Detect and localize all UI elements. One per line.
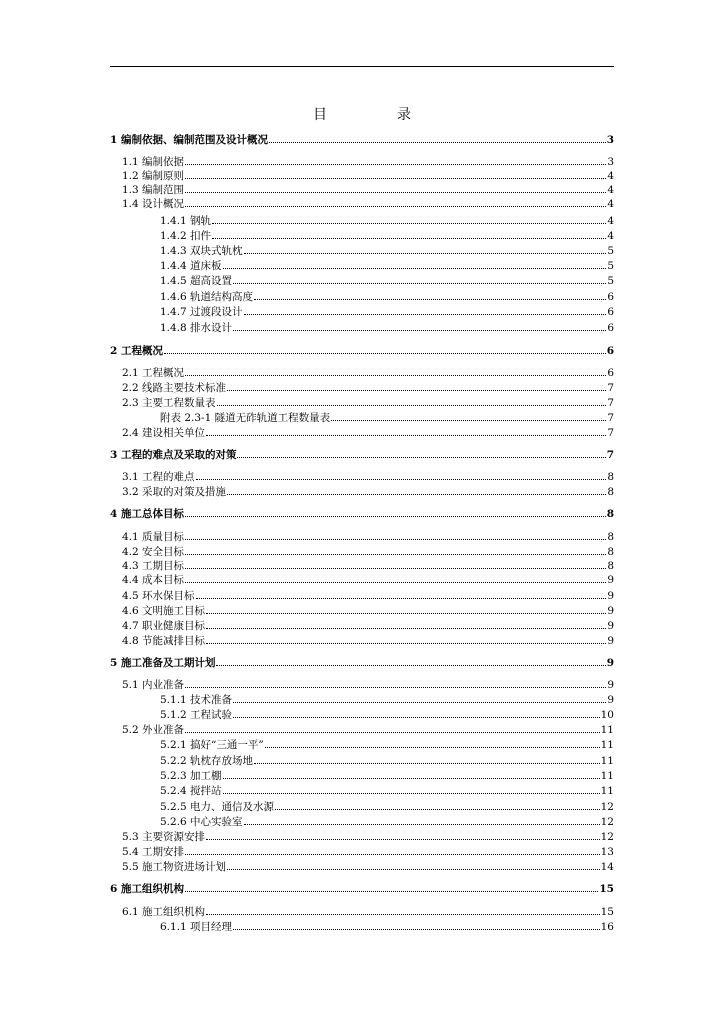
toc-dot-leader (185, 374, 606, 376)
toc-subsection-entry[interactable] (160, 320, 614, 334)
toc-dot-leader (244, 823, 600, 825)
toc-section-entry[interactable] (122, 722, 614, 736)
toc-page-number: 16 (600, 921, 614, 933)
toc-subsection-entry[interactable] (160, 783, 614, 797)
toc-section-entry[interactable] (122, 829, 614, 843)
toc-dot-leader (185, 538, 606, 540)
toc-page-number: 8 (606, 508, 614, 520)
toc-page-number: 6 (607, 322, 614, 334)
toc-section-entry[interactable] (122, 168, 614, 182)
toc-page-number: 4 (607, 198, 614, 210)
toc-dot-leader (233, 928, 600, 930)
toc-chapter-entry[interactable] (110, 343, 614, 357)
toc-entry-text: 4.8 节能减排目标 (122, 635, 206, 647)
toc-dot-leader (185, 853, 600, 855)
toc-section-entry[interactable] (122, 154, 614, 168)
toc-entry-text: 4.1 质量目标 (122, 531, 185, 543)
toc-page-number: 7 (607, 412, 614, 424)
toc-dot-leader (206, 434, 606, 436)
toc-entry-text: 4.7 职业健康目标 (122, 620, 206, 632)
toc-section-entry[interactable] (122, 425, 614, 439)
toc-dot-leader (244, 252, 607, 254)
toc-page-number: 7 (607, 427, 614, 439)
toc-subsection-entry[interactable] (160, 289, 614, 303)
toc-entry-text: 1.4.1 钢轨 (160, 215, 212, 227)
toc-page-number: 8 (607, 486, 614, 498)
toc-page-number: 7 (607, 382, 614, 394)
toc-entry-text: 5.2 外业准备 (122, 724, 185, 736)
toc-page-number: 6 (607, 291, 614, 303)
toc-dot-leader (185, 163, 606, 165)
toc-dot-leader (206, 627, 606, 629)
toc-entry-text: 2.3 主要工程数量表 (122, 397, 216, 409)
toc-section-entry[interactable] (122, 395, 614, 409)
toc-entry-text: 5.1.2 工程试验 (160, 709, 233, 721)
toc-entry-text: 3.2 采取的对策及措施 (122, 486, 227, 498)
toc-entry-text: 4 施工总体目标 (110, 508, 184, 520)
toc-dot-leader (269, 141, 606, 143)
toc-subsection-entry[interactable] (160, 737, 614, 751)
toc-page-number: 14 (600, 861, 614, 873)
toc-page-number: 5 (607, 260, 614, 272)
toc-section-entry[interactable] (122, 196, 614, 210)
toc-dot-leader (185, 581, 606, 583)
toc-subsection-entry[interactable] (160, 768, 614, 782)
toc-page-number: 4 (607, 230, 614, 242)
toc-entry-text: 5.2.2 轨枕存放场地 (160, 755, 254, 767)
toc-entry-text: 2.1 工程概况 (122, 367, 185, 379)
toc-page-number: 12 (600, 801, 614, 813)
toc-section-entry[interactable] (122, 572, 614, 586)
toc-subsection-entry[interactable] (160, 753, 614, 767)
toc-page-number: 8 (607, 560, 614, 572)
toc-dot-leader (331, 419, 606, 421)
toc-entry-text: 1.4.3 双块式轨枕 (160, 245, 243, 257)
toc-page-number: 8 (607, 471, 614, 483)
toc-subsection-entry[interactable] (160, 814, 614, 828)
toc-dot-leader (196, 478, 607, 480)
toc-dot-leader (223, 267, 607, 269)
toc-dot-leader (237, 456, 605, 458)
toc-dot-leader (233, 329, 606, 331)
toc-entry-text: 1.4 设计概况 (122, 198, 185, 210)
toc-entry-text: 2.2 线路主要技术标准 (122, 382, 227, 394)
toc-page-number: 6 (607, 306, 614, 318)
toc-chapter-entry[interactable] (110, 447, 614, 461)
toc-entry-text: 1.1 编制依据 (122, 156, 185, 168)
toc-dot-leader (212, 237, 606, 239)
toc-dot-leader (223, 777, 600, 779)
toc-page-number: 7 (606, 449, 614, 461)
toc-page-number: 4 (607, 184, 614, 196)
toc-dot-leader (244, 313, 607, 315)
toc-entry-text: 5.4 工期安排 (122, 846, 185, 858)
toc-entry-text: 5.5 施工物资进场计划 (122, 861, 227, 873)
toc-dot-leader (227, 493, 606, 495)
toc-entry-text: 2.4 建设相关单位 (122, 427, 206, 439)
toc-dot-leader (185, 731, 600, 733)
toc-entry-text: 5.2.4 搅拌站 (160, 785, 222, 797)
toc-entry-text: 5 施工准备及工期计划 (110, 657, 216, 669)
toc-entry-text: 1.2 编制原则 (122, 170, 185, 182)
toc-page-number: 8 (607, 546, 614, 558)
toc-dot-leader (233, 282, 606, 284)
toc-section-entry[interactable] (122, 380, 614, 394)
toc-page-number: 9 (606, 657, 614, 669)
toc-chapter-entry[interactable] (110, 655, 614, 669)
toc-page-number: 15 (600, 906, 614, 918)
toc-section-entry[interactable] (122, 603, 614, 617)
toc-page-number: 12 (600, 831, 614, 843)
toc-dot-leader (227, 868, 600, 870)
toc-dot-leader (206, 838, 600, 840)
toc-dot-leader (265, 746, 600, 748)
toc-entry-text: 5.2.6 中心实验室 (160, 816, 243, 828)
toc-page-number: 12 (600, 816, 614, 828)
toc-section-entry[interactable] (122, 618, 614, 632)
toc-page-number: 9 (607, 574, 614, 586)
toc-subsection-entry[interactable] (160, 919, 614, 933)
toc-entry-text: 4.5 环水保目标 (122, 590, 195, 602)
toc-page-number: 3 (606, 134, 614, 146)
toc-page-number: 5 (607, 275, 614, 287)
toc-dot-leader (185, 191, 606, 193)
toc-page-number: 6 (607, 367, 614, 379)
toc-dot-leader (206, 913, 600, 915)
toc-entry-text: 6.1.1 项目经理 (160, 921, 233, 933)
toc-entry-text: 5.1.1 技术准备 (160, 694, 233, 706)
toc-entry-text: 1.4.8 排水设计 (160, 322, 233, 334)
toc-chapter-entry[interactable] (110, 506, 614, 520)
toc-chapter-entry[interactable] (110, 881, 614, 895)
toc-dot-leader (185, 205, 606, 207)
toc-entry-text: 3.1 工程的难点 (122, 471, 195, 483)
toc-dot-leader (164, 352, 606, 354)
toc-dot-leader (212, 222, 606, 224)
toc-subsection-entry[interactable] (160, 243, 614, 257)
toc-entry-text: 附表 2.3-1 隧道无砟轨道工程数量表 (160, 412, 331, 424)
toc-dot-leader (196, 597, 607, 599)
toc-subsection-entry[interactable] (160, 304, 614, 318)
toc-page-number: 6 (606, 345, 614, 357)
toc-entry-text: 5.2.5 电力、通信及水源 (160, 801, 275, 813)
toc-section-entry[interactable] (122, 469, 614, 483)
toc-entry-text: 5.1 内业准备 (122, 679, 185, 691)
toc-section-entry[interactable] (122, 844, 614, 858)
toc-entry-text: 4.2 安全目标 (122, 546, 185, 558)
toc-dot-leader (254, 762, 600, 764)
toc-subsection-entry[interactable] (160, 228, 614, 242)
toc-page-number: 4 (607, 170, 614, 182)
toc-subsection-entry[interactable] (160, 258, 614, 272)
toc-page-number: 5 (607, 245, 614, 257)
toc-dot-leader (223, 792, 600, 794)
toc-subsection-entry[interactable] (160, 410, 614, 424)
toc-page-number: 9 (607, 620, 614, 632)
toc-entry-text: 4.6 文明施工目标 (122, 605, 206, 617)
toc-dot-leader (185, 686, 606, 688)
toc-section-entry[interactable] (122, 904, 614, 918)
toc-title: 目 录 (313, 107, 439, 123)
toc-page-number: 11 (600, 785, 614, 797)
toc-section-entry[interactable] (122, 365, 614, 379)
toc-entry-text: 1.3 编制范围 (122, 184, 185, 196)
toc-page-number: 9 (607, 605, 614, 617)
toc-section-entry[interactable] (122, 633, 614, 647)
toc-dot-leader (217, 404, 607, 406)
toc-chapter-entry[interactable] (110, 132, 614, 146)
toc-dot-leader (185, 567, 606, 569)
toc-page-number: 9 (607, 635, 614, 647)
toc-dot-leader (185, 890, 598, 892)
toc-page-number: 8 (607, 531, 614, 543)
toc-entry-text: 4.4 成本目标 (122, 574, 185, 586)
toc-entry-text: 1.4.6 轨道结构高度 (160, 291, 254, 303)
toc-page-number: 9 (607, 590, 614, 602)
toc-entry-text: 3 工程的难点及采取的对策 (110, 449, 237, 461)
toc-entry-text: 1 编制依据、编制范围及设计概况 (110, 134, 268, 146)
toc-page-number: 11 (600, 755, 614, 767)
toc-page-number: 4 (607, 215, 614, 227)
toc-dot-leader (185, 177, 606, 179)
toc-page-number: 10 (600, 709, 614, 721)
toc-page-number: 11 (600, 770, 614, 782)
toc-entry-text: 5.2.3 加工棚 (160, 770, 222, 782)
toc-dot-leader (185, 553, 606, 555)
toc-entry-text: 5.2.1 搞好“三通一平” (160, 739, 264, 751)
toc-section-entry[interactable] (122, 484, 614, 498)
toc-page-number: 11 (600, 724, 614, 736)
toc-dot-leader (216, 664, 605, 666)
toc-dot-leader (254, 298, 606, 300)
toc-section-entry[interactable] (122, 677, 614, 691)
toc-dot-leader (227, 389, 606, 391)
toc-section-entry[interactable] (122, 558, 614, 572)
toc-entry-text: 1.4.2 扣件 (160, 230, 212, 242)
toc-page-number: 11 (600, 739, 614, 751)
toc-section-entry[interactable] (122, 588, 614, 602)
toc-page-number: 15 (599, 883, 614, 895)
toc-page-number: 7 (607, 397, 614, 409)
toc-entry-text: 5.3 主要资源安排 (122, 831, 206, 843)
toc-subsection-entry[interactable] (160, 273, 614, 287)
toc-dot-leader (233, 701, 606, 703)
toc-entry-text: 6 施工组织机构 (110, 883, 184, 895)
toc-section-entry[interactable] (122, 182, 614, 196)
toc-entry-text: 4.3 工期目标 (122, 560, 185, 572)
toc-dot-leader (233, 716, 600, 718)
toc-subsection-entry[interactable] (160, 692, 614, 706)
toc-subsection-entry[interactable] (160, 707, 614, 721)
toc-entry-text: 1.4.5 超高设置 (160, 275, 233, 287)
toc-dot-leader (206, 612, 606, 614)
toc-subsection-entry[interactable] (160, 799, 614, 813)
toc-dot-leader (185, 515, 606, 517)
toc-section-entry[interactable] (122, 859, 614, 873)
toc-dot-leader (206, 642, 606, 644)
toc-section-entry[interactable] (122, 529, 614, 543)
toc-subsection-entry[interactable] (160, 213, 614, 227)
toc-dot-leader (275, 808, 600, 810)
toc-section-entry[interactable] (122, 544, 614, 558)
toc-page-number: 9 (607, 679, 614, 691)
toc-entry-text: 1.4.4 道床板 (160, 260, 222, 272)
toc-entry-text: 2 工程概况 (110, 345, 163, 357)
toc-entry-text: 1.4.7 过渡段设计 (160, 306, 243, 318)
toc-page-number: 9 (607, 694, 614, 706)
toc-page-number: 13 (600, 846, 614, 858)
toc-page-number: 3 (607, 156, 614, 168)
toc-entry-text: 6.1 施工组织机构 (122, 906, 206, 918)
